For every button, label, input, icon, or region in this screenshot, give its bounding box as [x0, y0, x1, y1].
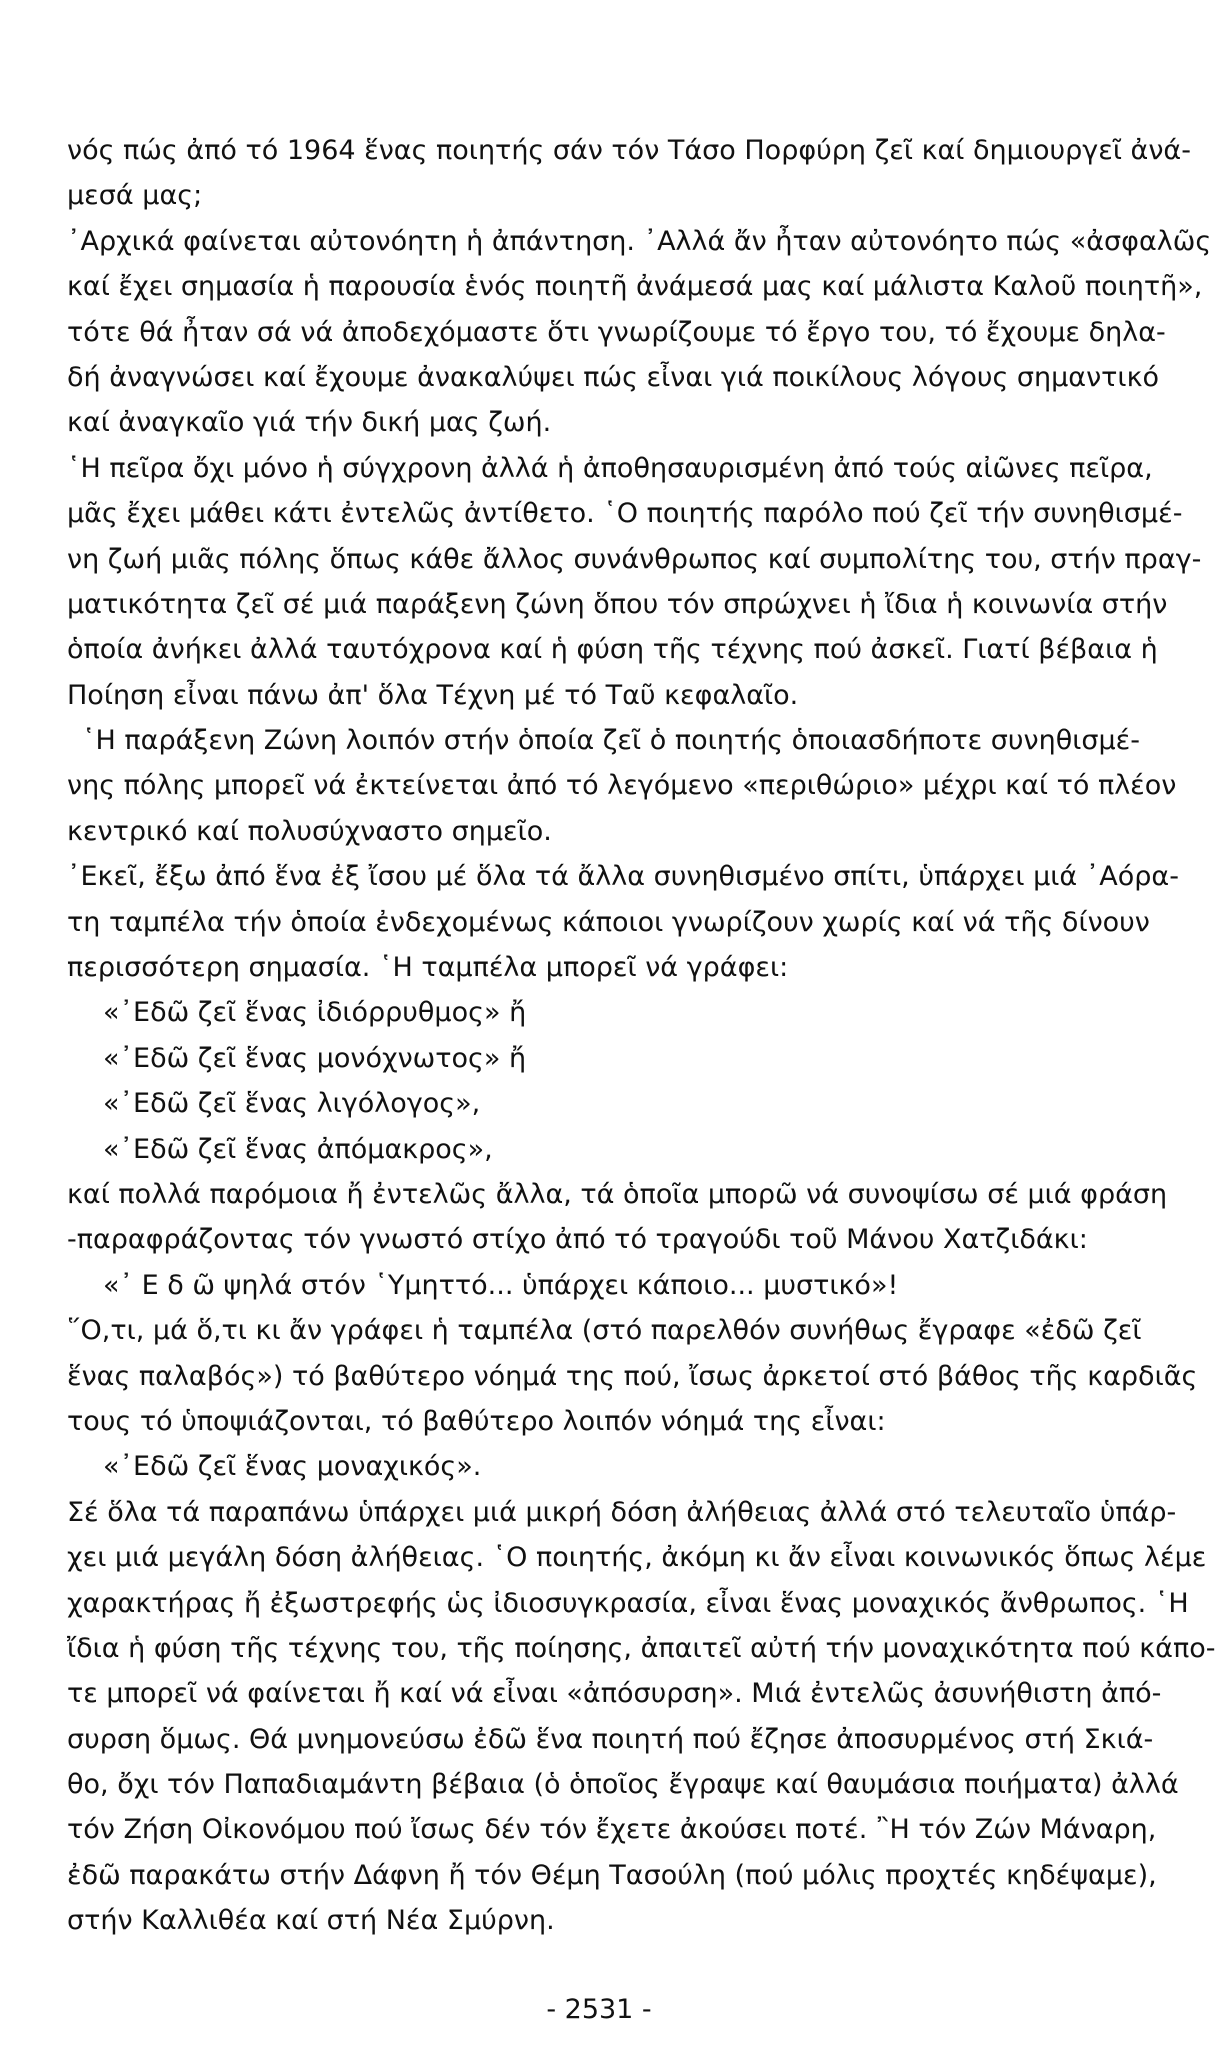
text-line: περισσότερη σημασία. ῾Η ταμπέλα μπορεῖ νά γράφει: [67, 952, 789, 984]
text-line: καί πολλά παρόμοια ἤ ἐντελῶς ἄλλα, τά ὁποῖα μπορῶ νά συνοψίσω σέ μιά φράση [67, 1178, 1168, 1210]
text-line: τόν Ζήση Οἰκονόμου πού ἴσως δέν τόν ἔχετε ἀκούσει ποτέ. ῍Η τόν Ζών Μάναρη, [67, 1814, 1157, 1846]
text-line: ῞Ο,τι, μά ὅ,τι κι ἄν γράφει ἡ ταμπέλα (στό παρελθόν συνήθως ἔγραφε «ἐδῶ ζεῖ [67, 1315, 1142, 1347]
text-line: νης πόλης μπορεῖ νά ἐκτείνεται ἀπό τό λεγόμενο «περιθώριο» μέχρι καί τό πλέον [67, 770, 1177, 802]
text-line: ᾿Αρχικά φαίνεται αὐτονόητη ἡ ἀπάντηση. ᾿Αλλά ἄν ἦταν αὐτονόητο πώς «ἀσφαλῶς [67, 225, 1212, 257]
text-line: μεσά μας; [67, 180, 203, 212]
text-line: ματικότητα ζεῖ σέ μιά παράξενη ζώνη ὅπου τόν σπρώχνει ἡ ἴδια ἡ κοινωνία στήν [67, 588, 1168, 620]
text-line: νη ζωή μιᾶς πόλης ὅπως κάθε ἄλλος συνάνθρωπος καί συμπολίτης του, στήν πραγ- [67, 543, 1202, 575]
text-line: ὁποία ἀνήκει ἀλλά ταυτόχρονα καί ἡ φύση τῆς τέχνης πού ἀσκεῖ. Γιατί βέβαια ἡ [67, 634, 1158, 666]
text-line: -παραφράζοντας τόν γνωστό στίχο ἀπό τό τραγούδι τοῦ Μάνου Χατζιδάκι: [67, 1224, 1088, 1256]
sign-text-line: «᾿Εδῶ ζεῖ ἕνας μοναχικός». [103, 1451, 482, 1483]
body-text [67, 128, 1216, 1944]
text-line: ἕνας παλαβός») τό βαθύτερο νόημά της πού, ἴσως ἀρκετοί στό βάθος τῆς καρδιᾶς [67, 1360, 1198, 1392]
text-line: μᾶς ἔχει μάθει κάτι ἐντελῶς ἀντίθετο. ῾Ο ποιητής παρόλο πού ζεῖ τήν συνηθισμέ- [67, 498, 1183, 530]
text-line: ῾Η πεῖρα ὄχι μόνο ἡ σύγχρονη ἀλλά ἡ ἀποθησαυρισμένη ἀπό τούς αἰῶνες πεῖρα, [67, 452, 1153, 484]
text-line: θο, ὄχι τόν Παπαδιαμάντη βέβαια (ὁ ὁποῖος ἔγραψε καί θαυμάσια ποιήματα) ἀλλά [67, 1769, 1179, 1801]
text-line: καί ἀναγκαῖο γιά τήν δική μας ζωή. [67, 407, 552, 439]
sign-text-line: «᾿Εδῶ ζεῖ ἕνας λιγόλογος», [103, 1088, 481, 1120]
text-line: ἴδια ἡ φύση τῆς τέχνης του, τῆς ποίησης, ἀπαιτεῖ αὐτή τήν μοναχικότητα πού κάπο- [67, 1632, 1216, 1664]
text-line: τότε θά ἦταν σά νά ἀποδεχόμαστε ὅτι γνωρίζουμε τό ἔργο του, τό ἔχουμε δηλα- [67, 316, 1166, 348]
text-line: νός πώς ἀπό τό 1964 ἕνας ποιητής σάν τόν Τάσο Πορφύρη ζεῖ καί δημιουργεῖ ἀνά- [67, 135, 1191, 166]
sign-text-line: «᾿Εδῶ ζεῖ ἕνας ἀπόμακρος», [103, 1133, 493, 1165]
sign-text-line: «᾿Εδῶ ζεῖ ἕνας ἰδιόρρυθμος» ἤ [103, 997, 527, 1029]
text-line: τους τό ὑποψιάζονται, τό βαθύτερο λοιπόν νόημά της εἶναι: [67, 1405, 886, 1437]
text-line: χαρακτήρας ἤ ἐξωστρεφής ὡς ἰδιοσυγκρασία, εἶναι ἕνας μοναχικός ἄνθρωπος. ῾Η [67, 1587, 1189, 1619]
text-line: τη ταμπέλα τήν ὁποία ἐνδεχομένως κάποιοι γνωρίζουν χωρίς καί νά τῆς δίνουν [67, 906, 1150, 938]
text-line: ῾Η παράξενη Ζώνη λοιπόν στήν ὁποία ζεῖ ὁ ποιητής ὁποιασδήποτε συνηθισμέ- [82, 725, 1141, 757]
text-line: χει μιά μεγάλη δόση ἀλήθειας. ῾Ο ποιητής, ἀκόμη κι ἄν εἶναι κοινωνικός ὅπως λέμε [67, 1542, 1207, 1574]
text-line: ᾿Εκεῖ, ἔξω ἀπό ἕνα ἐξ ἴσου μέ ὅλα τά ἄλλα συνηθισμένο σπίτι, ὑπάρχει μιά ᾿Αόρα- [67, 861, 1179, 893]
text-line: κεντρικό καί πολυσύχναστο σημεῖο. [67, 815, 552, 847]
text-line: δή ἀναγνώσει καί ἔχουμε ἀνακαλύψει πώς εἶναι γιά ποικίλους λόγους σημαντικό [67, 361, 1159, 393]
sign-text-line: «᾿Εδῶ ζεῖ ἕνας μονόχνωτος» ἤ [103, 1042, 527, 1074]
text-line: Σέ ὅλα τά παραπάνω ὑπάρχει μιά μικρή δόση ἀλήθειας ἀλλά στό τελευταῖο ὑπάρ- [67, 1496, 1177, 1528]
text-line: συρση ὅμως. Θά μνημονεύσω ἐδῶ ἕνα ποιητή πού ἔζησε ἀποσυρμένος στή Σκιά- [67, 1723, 1154, 1755]
text-line: Ποίηση εἶναι πάνω ἀπ' ὅλα Τέχνη μέ τό Ταῦ κεφαλαῖο. [67, 679, 799, 711]
text-line: στήν Καλλιθέα καί στή Νέα Σμύρνη. [67, 1905, 555, 1937]
text-line: καί ἔχει σημασία ἡ παρουσία ἑνός ποιητῆ ἀνάμεσά μας καί μάλιστα Καλοῦ ποιητῆ», [67, 271, 1203, 303]
text-line: ἐδῶ παρακάτω στήν Δάφνη ἤ τόν Θέμη Τασούλη (πού μόλις προχτές κηδέψαμε), [67, 1859, 1157, 1891]
page-number: - 2531 - [546, 1994, 652, 2025]
lyric-quote-line: «᾿ Ε δ ῶ ψηλά στόν ῾Υμηττό... ὑπάρχει κάποιο... μυστικό»! [103, 1269, 899, 1301]
text-line: τε μπορεῖ νά φαίνεται ἤ καί νά εἶναι «ἀπόσυρση». Μιά ἐντελῶς ἀσυνήθιστη ἀπό- [67, 1678, 1162, 1710]
